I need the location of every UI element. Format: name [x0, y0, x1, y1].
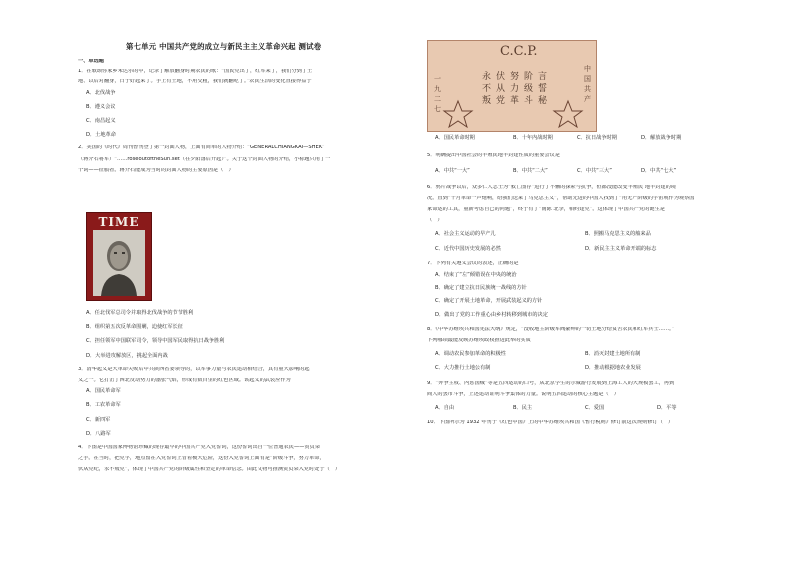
q5-line-1: 5．明确提出中国社会的半殖民地半封建性质的重要会议是: [427, 153, 560, 159]
svg-text:九: 九: [434, 85, 441, 93]
svg-text:国: 国: [584, 75, 591, 83]
q3-line-2: 义之一。它打击了西北反动势力的嚣张气焰，形成有数百里的红色区域。该起义的武装应作为: [78, 378, 291, 384]
svg-text:党: 党: [496, 96, 506, 106]
q7-option-b[interactable]: B．确定了建立抗日民族统一战线的方针: [435, 285, 527, 292]
right-column: [427, 136, 745, 425]
q8-line-2: 下列哪项最能反映苏维埃政权推进此举的实质: [427, 338, 531, 344]
q4-option-b[interactable]: B．十年内战时期: [513, 135, 553, 141]
svg-text:言: 言: [538, 72, 548, 82]
q8-option-c[interactable]: C．大力推行土地公有制: [435, 365, 491, 372]
svg-text:革: 革: [510, 96, 520, 106]
svg-text:七: 七: [434, 105, 441, 113]
q8-option-d[interactable]: D．推动根据地农业发展: [585, 365, 641, 372]
q6-option-b[interactable]: B．照搬马克思主义的舶来品: [585, 231, 651, 238]
q9-option-d[interactable]: D．平等: [657, 405, 677, 412]
q7-line-1: 7．下列有关遵义会议的表述，正确的是: [427, 260, 519, 266]
question-8: [427, 327, 745, 372]
q6-option-a[interactable]: A．社会主义运动的早产儿: [435, 231, 496, 238]
party-oath-image: [427, 40, 597, 132]
section-heading: 一、单选题: [78, 59, 104, 64]
time-cover-title: TIME: [98, 215, 140, 229]
q2-line-1: 2．美国的《时代》周刊曾刊登了第一封面人物，上面有简单的人物介绍：“GENERALCHIANGKAI—SHEK”: [78, 145, 325, 151]
q9-option-b[interactable]: B．民主: [513, 405, 533, 412]
q4-options: [427, 136, 745, 141]
q6-options-row-2: [427, 247, 745, 252]
q2-line-2: （蒋介石将军）“……roseoutoftheSun.set（在夕阳落后升起）”。关于这个封面人物的介绍，小标题只用了一: [78, 156, 331, 162]
q5-option-c[interactable]: C．中共“三大”: [577, 168, 612, 175]
q5-options: [427, 169, 745, 174]
q9-option-a[interactable]: A．自由: [435, 405, 455, 412]
exam-title: 第七单元 中国共产党的成立与新民主主义革命兴起 测试卷: [126, 42, 322, 51]
q7-option-d[interactable]: D．做出了党的工作重心由乡村转移到城市的决定: [435, 311, 548, 318]
svg-text:从: 从: [496, 84, 506, 94]
q4-line-3: 伏从党纪，永不叛党”，体现了中国共产党的阶级属性和坚定的革命信念。由此文物可推测贺页朵入党时处于（ ）: [78, 467, 341, 473]
question-3: [78, 367, 396, 437]
q5-option-d[interactable]: D．中共“七大”: [641, 168, 677, 175]
q8-option-a[interactable]: A．调动农民参加革命的积极性: [435, 351, 506, 358]
q4-line-2: 之手。在当时，把党字，地点留在入党誓词上冒着极大危险，这份入党誓词上面有是“阶级斗争，努力革命，: [78, 456, 325, 462]
svg-text:中: 中: [584, 65, 591, 73]
q9-line-1: 9．“外争主权、内惩国贼”等是五四运动的口号，从北京学生的示威游行发展到上海工人的大规模罢工，再到: [427, 380, 675, 386]
portrait-photo: [93, 230, 145, 296]
q3-option-c[interactable]: C．新四军: [86, 416, 111, 423]
svg-text:共: 共: [584, 85, 591, 93]
q2-option-a[interactable]: A．任北伐军总司令并取得北伐战争的节节胜利: [86, 310, 194, 316]
q3-option-b[interactable]: B．工农革命军: [86, 402, 121, 409]
q7-option-a[interactable]: A．结束了“左”倾错误在中央的统治: [435, 272, 517, 279]
q1-option-a[interactable]: A．北伐战争: [86, 89, 116, 96]
question-10: [427, 420, 745, 425]
q1-option-c[interactable]: C．南昌起义: [86, 118, 116, 125]
q2-option-b[interactable]: B．组织第五次反革命围剿，迫使红军长征: [86, 324, 183, 331]
svg-text:秘: 秘: [538, 96, 548, 106]
left-column: [78, 59, 396, 173]
q6-option-c[interactable]: C．近代中国历史发展的必然: [435, 245, 501, 252]
oath-header: C.C.P.: [500, 44, 538, 59]
q4-option-d[interactable]: D．解放战争时期: [641, 135, 682, 141]
q9-line-2: 商人的罢市斗争，上述运动证明斗争集体的力量。说明五四运动的核心主题是（ ）: [427, 391, 619, 397]
question-2: [78, 145, 396, 173]
svg-text:级: 级: [524, 84, 534, 94]
q9-options: [427, 406, 745, 411]
q8-options-row-2: [427, 366, 745, 371]
q6-line-1: 6．鸦片战争以后，众多仁人志士为“救亡图存”进行了不懈的探索与抗争，但都没能改变半殖民 地半封建的境: [427, 184, 676, 190]
q6-line-2: 况。直到“十月革命一声炮响，给我们送来了马克思主义”，帮助先进的中国人找到了“用无产阶级的宇宙观作为观察国: [427, 195, 695, 201]
question-7: [427, 261, 745, 318]
q6-line-3: 家命运的工具，重新考虑自己的问题”，终于有了“南陈 北李，相约建党”。这体现了中国共产党的诞生是: [427, 207, 665, 213]
svg-text:斗: 斗: [524, 96, 534, 106]
q1-line-2: 地、以后对翻身，日子好起来了。手上有土地，不用交租，我们就翻吃了。”农民生活的变化直接得益于: [78, 79, 312, 85]
svg-text:叛: 叛: [482, 96, 492, 106]
q6-option-d[interactable]: D．新民主主义革命开端的标志: [585, 245, 657, 252]
svg-text:永: 永: [482, 72, 492, 82]
q1-option-b[interactable]: B．遵义会议: [86, 103, 116, 110]
svg-text:不: 不: [482, 84, 492, 94]
q6-options-row-1: [427, 232, 745, 237]
q8-option-b[interactable]: B．消灭封建土地所有制: [585, 351, 641, 358]
svg-text:努: 努: [510, 72, 520, 82]
q4-line-1: 4．下图是中国国家博物馆珍藏的现存最早的中国共产党入党誓词，这份誓词出自一位普通农民——贺页朵: [78, 445, 320, 451]
q2-line-3: 个词——征服者。蒋介石能成为当时的封面人物的主要原因是（ ）: [78, 167, 234, 173]
svg-text:一: 一: [434, 75, 441, 83]
svg-text:力: 力: [510, 84, 520, 94]
q5-option-a[interactable]: A．中共“一大”: [435, 168, 470, 175]
q8-options-row-1: [427, 352, 745, 357]
q6-line-4: （ ）: [427, 218, 443, 224]
question-5: [427, 153, 745, 174]
q5-option-b[interactable]: B．中共“二大”: [513, 168, 548, 175]
question-1: [78, 69, 396, 138]
q3-option-d[interactable]: D．八路军: [86, 430, 111, 437]
q4-option-a[interactable]: A．国民革命时期: [435, 135, 475, 141]
svg-text:产: 产: [584, 95, 591, 103]
q3-option-a[interactable]: A．国民革命军: [86, 388, 121, 395]
q2-option-d[interactable]: D．大举进攻解放区，挑起全面内战: [86, 352, 168, 359]
q10-line-1: 10．下图所示为 1932 年刊于《红色中国》上的中华苏维埃共和国《暂行税则》修订前这次规则修订（ ）: [427, 420, 674, 426]
question-9: [427, 381, 745, 412]
svg-text:伏: 伏: [496, 72, 506, 82]
q1-line-1: 1．在歌颂你家乡米达尔的中，记录了解放翻身时期农民的歌：“国民党出了，红军来了，我们分到了土: [78, 69, 313, 75]
q7-option-c[interactable]: C．确定了开展土地革命，开展武装起义的方针: [435, 298, 543, 305]
q8-line-1: 8．《中华苏维埃共和国宪法大纲》规定，“没收地主阶级军阀豪绅的一切土地分给贫苦农民和红军兵士……。”: [427, 326, 675, 332]
question-4: [78, 445, 396, 473]
q1-option-d[interactable]: D．土地革命: [86, 132, 116, 139]
svg-text:阶: 阶: [524, 72, 534, 82]
q4-option-c[interactable]: C．抗日战争时期: [577, 135, 617, 141]
time-magazine-cover-image: [86, 212, 152, 301]
svg-text:二: 二: [434, 95, 441, 103]
q9-option-c[interactable]: C．爱国: [585, 405, 605, 412]
q3-line-1: 3．清华起义是大革命失败后中共陕西省委领导的，以军事力量与农民运动相结合，具有重大影响的起: [78, 366, 310, 372]
question-6: [427, 185, 745, 252]
left-column-lower: [78, 311, 396, 473]
svg-text:誓: 誓: [538, 84, 548, 94]
q2-option-c[interactable]: C．担任领军中国联军司令，领导中国军民取得抗日战争胜利: [86, 338, 225, 345]
